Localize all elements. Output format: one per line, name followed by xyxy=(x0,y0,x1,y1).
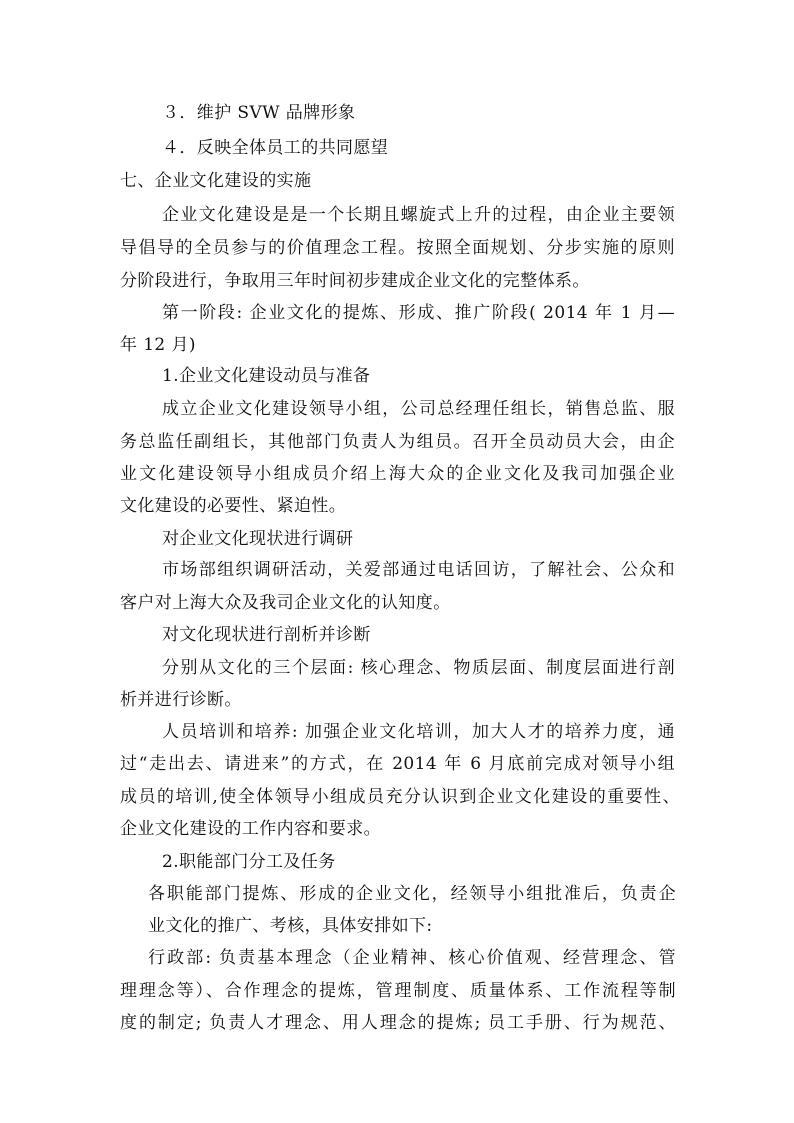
paragraph-line: 成员的培训,使全体领导小组成员充分认识到企业文化建设的重要性、 xyxy=(120,787,680,807)
paragraph-line: 市场部组织调研活动，关爱部通过电话回访，了解社会、公众和 xyxy=(162,560,675,580)
phase-heading-line: 第一阶段: 企业文化的提炼、形成、推广阶段( 2014 年 1 月— xyxy=(162,303,675,323)
paragraph-line: 成立企业文化建设领导小组，公司总经理任组长，销售总监、服 xyxy=(162,399,675,419)
section-heading-7: 七、企业文化建设的实施 xyxy=(120,171,312,191)
paragraph-line: 行政部: 负责基本理念（企业精神、核心价值观、经营理念、管 xyxy=(148,948,676,968)
item-heading: 对文化现状进行剖析并诊断 xyxy=(162,625,371,645)
paragraph-line: 务总监任副组长，其他部门负责人为组员。召开全员动员大会，由企 xyxy=(120,432,675,452)
paragraph-line: 各职能部门提炼、形成的企业文化，经领导小组批准后，负责企 xyxy=(148,884,676,904)
subsection-heading-1: 1.企业文化建设动员与准备 xyxy=(162,366,371,386)
paragraph-line: 分阶段进行，争取用三年时间初步建成企业文化的完整体系。 xyxy=(120,271,590,291)
paragraph-line: 客户对上海大众及我司企业文化的认知度。 xyxy=(120,593,451,613)
paragraph-line: 企业文化建设的工作内容和要求。 xyxy=(120,819,381,839)
paragraph-line: 导倡导的全员参与的价值理念工程。按照全面规划、分步实施的原则 xyxy=(120,238,675,258)
paragraph-line: 度的制定; 负责人才理念、用人理念的提炼; 员工手册、行为规范、 xyxy=(120,1013,676,1033)
paragraph-line: 分别从文化的三个层面: 核心理念、物质层面、制度层面进行剖 xyxy=(162,658,675,678)
item-heading: 对企业文化现状进行调研 xyxy=(162,529,354,549)
paragraph-line: 过“走出去、请进来”的方式，在 2014 年 6 月底前完成对领导小组 xyxy=(120,754,675,774)
paragraph-line: 业文化建设领导小组成员介绍上海大众的企业文化及我司加强企业 xyxy=(120,464,675,484)
paragraph-line: 析并进行诊断。 xyxy=(120,690,242,710)
list-item-3: ３．维护 SVW 品牌形象 xyxy=(162,103,356,123)
subsection-heading-2: 2.职能部门分工及任务 xyxy=(162,852,336,872)
paragraph-line: 文化建设的必要性、紧迫性。 xyxy=(120,496,347,516)
list-item-4: ４．反映全体员工的共同愿望 xyxy=(162,138,389,158)
paragraph-line: 企业文化建设是是一个长期且螺旋式上升的过程，由企业主要领 xyxy=(162,205,675,225)
phase-heading-line: 年 12 月) xyxy=(120,335,196,355)
paragraph-line: 人员培训和培养: 加强企业文化培训，加大人才的培养力度，通 xyxy=(162,722,675,742)
paragraph-line: 理理念等）、合作理念的提炼，管理制度、质量体系、工作流程等制 xyxy=(120,981,676,1001)
paragraph-line: 业文化的推广、考核，具体安排如下: xyxy=(148,916,433,936)
